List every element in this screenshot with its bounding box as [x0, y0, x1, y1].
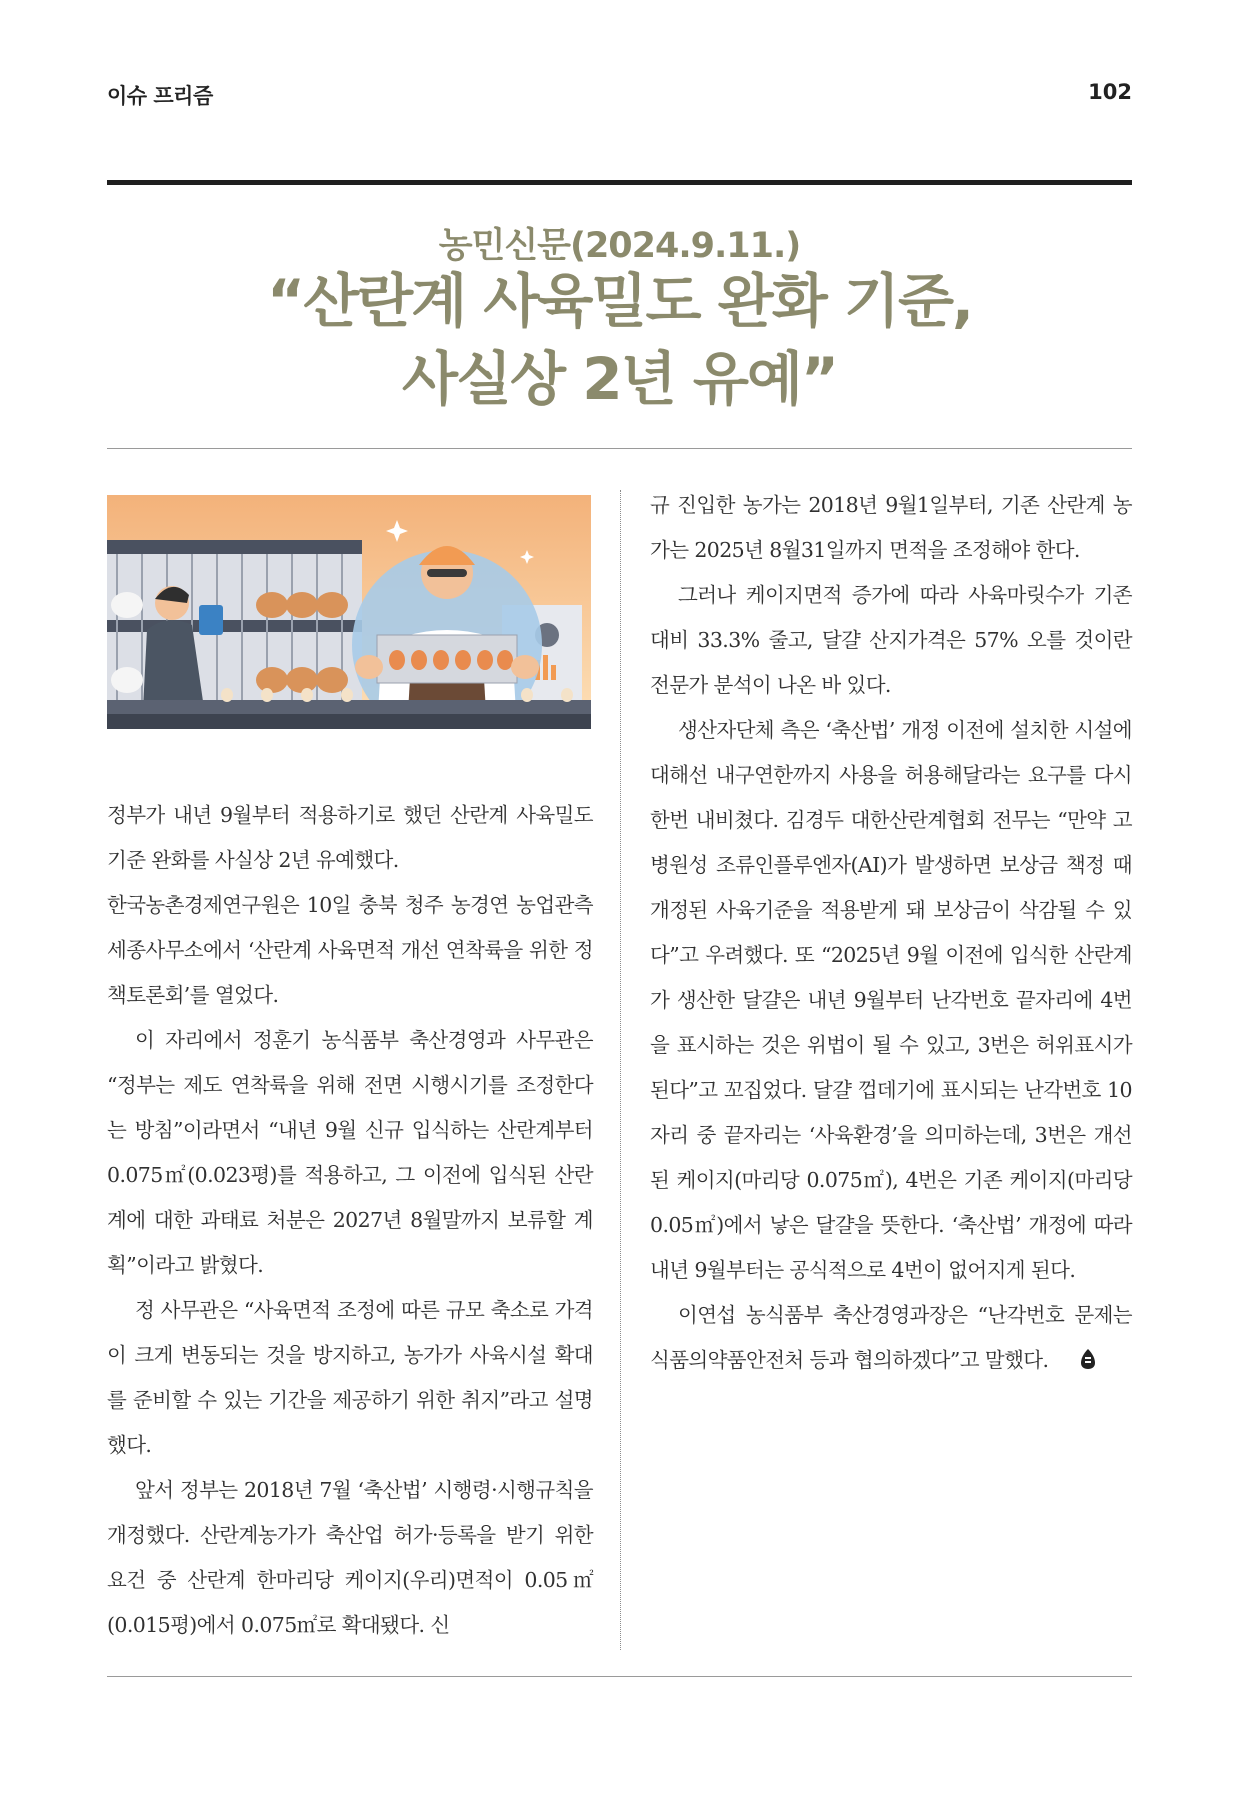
headline-line-2: 사실상 2년 유예” — [401, 345, 838, 413]
paragraph: 규 진입한 농가는 2018년 9월1일부터, 기존 산란계 농가는 2025년 8월31일까지 면적을 조정해야 한다. — [650, 493, 1132, 562]
paragraph: 정 사무관은 “사육면적 조정에 따른 규모 축소로 가격이 크게 변동되는 것을 방지하고, 농가가 사육시설 확대를 준비할 수 있는 기간을 제공하기 위한 취지”라고 설명했다. — [107, 1298, 593, 1457]
paragraph: 생산자단체 측은 ‘축산법’ 개정 이전에 설치한 시설에 대해선 내구연한까지 사용을 허용해달라는 요구를 다시 한번 내비쳤다. 김경두 대한산란계협회 전무는 “만약 고병원성 조류인플루엔자(AI)가 발생하면 보상금 책정 때 개정된 사육기준을 적용받게 돼 보상금이 삭감될 수 있다”고 우려했다. 또 “2025년 9월 이전에 입식한 산란계가 생산한 달걀은 내년 9월부터 난각번호 끝자리에 4번을 표시하는 것은 위법이 될 수 있고, 3번은 허위표시가 된다”고 꼬집었다. 달걀 껍데기에 표시되는 난각번호 10자리 중 끝자리는 ‘사육환경’을 의미하는데, 3번은 개선된 케이지(마리당 0.075㎡), 4번은 기존 케이지(마리당 0.05㎡)에서 낳은 달걀을 뜻한다. ‘축산법’ 개정에 따라 내년 9월부터는 공식적으로 4번이 없어지게 된다. — [650, 718, 1132, 1282]
article-source: 농민신문(2024.9.11.) — [438, 226, 801, 266]
section-label: 이슈 프리즘 — [107, 84, 213, 108]
article-headline — [0, 262, 1239, 418]
article-column-right — [650, 483, 1132, 1383]
column-divider — [620, 490, 621, 1650]
paragraph: 그러나 케이지면적 증가에 따라 사육마릿수가 기존 대비 33.3% 줄고, 달걀 산지가격은 57% 오를 것이란 전문가 분석이 나온 바 있다. — [650, 583, 1132, 697]
article-column-left — [107, 793, 593, 1648]
end-mark-icon — [1052, 1341, 1068, 1363]
paragraph: 이 자리에서 정훈기 농식품부 축산경영과 사무관은 “정부는 제도 연착륙을 위해 전면 시행시기를 조정한다는 방침”이라면서 “내년 9월 신규 입식하는 산란계부터 0.075㎡(0.023평)를 적용하고, 그 이전에 입식된 산란계에 대한 과태료 처분은 2027년 8월말까지 보류할 계획”이라고 밝혔다. — [107, 1028, 593, 1277]
paragraph: 한국농촌경제연구원은 10일 충북 청주 농경연 농업관측세종사무소에서 ‘산란계 사육면적 개선 연착륙을 위한 정책토론회’를 열었다. — [107, 893, 593, 1007]
bottom-rule — [107, 1676, 1132, 1677]
headline-line-1: “산란계 사육밀도 완화 기준, — [266, 267, 973, 335]
paragraph-final — [650, 1293, 1132, 1383]
paragraph: 앞서 정부는 2018년 7월 ‘축산법’ 시행령·시행규칙을 개정했다. 산란계농가가 축산업 허가·등록을 받기 위한 요건 중 산란계 한마리당 케이지(우리)면적이 0.05㎡(0.015평)에서 0.075㎡로 확대됐다. 신 — [107, 1478, 593, 1637]
paragraph: 정부가 내년 9월부터 적용하기로 했던 산란계 사육밀도 기준 완화를 사실상 2년 유예했다. — [107, 803, 593, 872]
page-number: 102 — [1088, 80, 1132, 104]
egg-farm-illustration — [107, 495, 591, 729]
paragraph-text: 이연섭 농식품부 축산경영과장은 “난각번호 문제는 식품의약품안전처 등과 협의하겠다”고 말했다. — [650, 1303, 1132, 1372]
headline-divider — [107, 448, 1132, 449]
top-rule — [107, 180, 1132, 185]
